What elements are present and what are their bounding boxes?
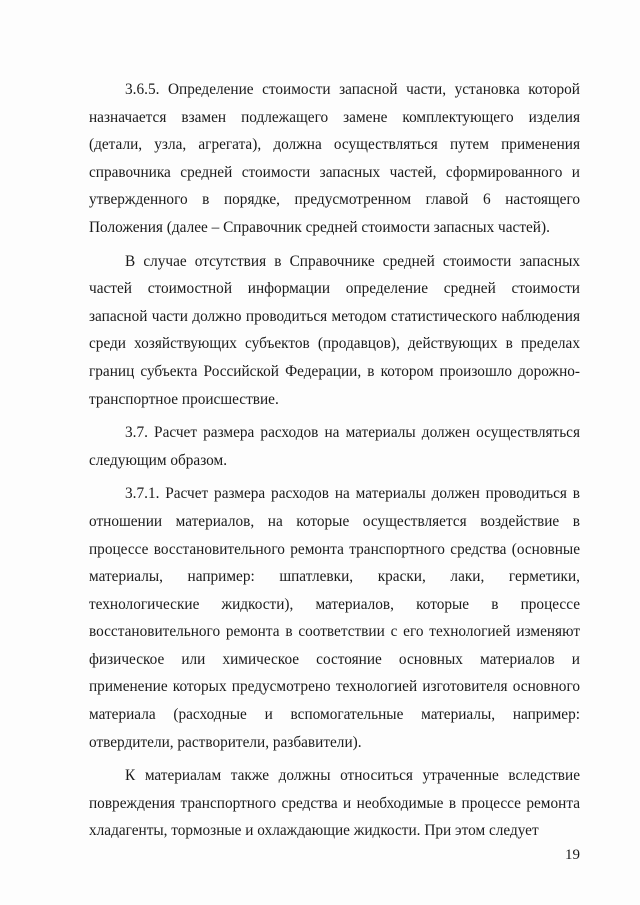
document-body: [89, 76, 580, 851]
paragraph-3-6-5: 3.6.5. Определение стоимости запасной части, установка которой назначается взамен подлежащего замене комплектующего изделия (детали, узла, агрегата), должна осуществляться путем применения справочника средней стоимости запасных частей, сформированного и утвержденного в порядке, предусмотренном главой 6 настоящего Положения (далее – Справочник средней стоимости запасных частей).: [89, 81, 580, 236]
page-number: 19: [565, 847, 580, 863]
paragraph-3-7-1: 3.7.1. Расчет размера расходов на материалы должен проводиться в отношении материалов, на которые осуществляется воздействие в процессе восстановительного ремонта транспортного средства (основные материалы, например: шпатлевки, краски, лаки, герметики, технологические жидкости), материалов, которые в процессе восстановительного ремонта в соответствии с его технологией изменяют физическое или химическое состояние основных материалов и применение которых предусмотрено технологией изготовителя основного материала (расходные и вспомогательные материалы, например: отвердители, растворители, разбавители).: [89, 485, 580, 751]
paragraph-3-7: 3.7. Расчет размера расходов на материалы должен осуществляться следующим образом.: [89, 424, 580, 469]
paragraph-absence-of-info: В случае отсутствия в Справочнике средней стоимости запасных частей стоимостной информации определение средней стоимости запасной части должно проводиться методом статистического наблюдения среди хозяйствующих субъектов (продавцов), действующих в пределах границ субъекта Российской Федерации, в котором произошло дорожно-транспортное происшествие.: [89, 252, 580, 408]
paragraph-materials-also: К материалам также должны относиться утраченные вследствие повреждения транспортного средства и необходимые в процессе ремонта хладагенты, тормозные и охлаждающие жидкости. При этом следует: [89, 767, 580, 840]
